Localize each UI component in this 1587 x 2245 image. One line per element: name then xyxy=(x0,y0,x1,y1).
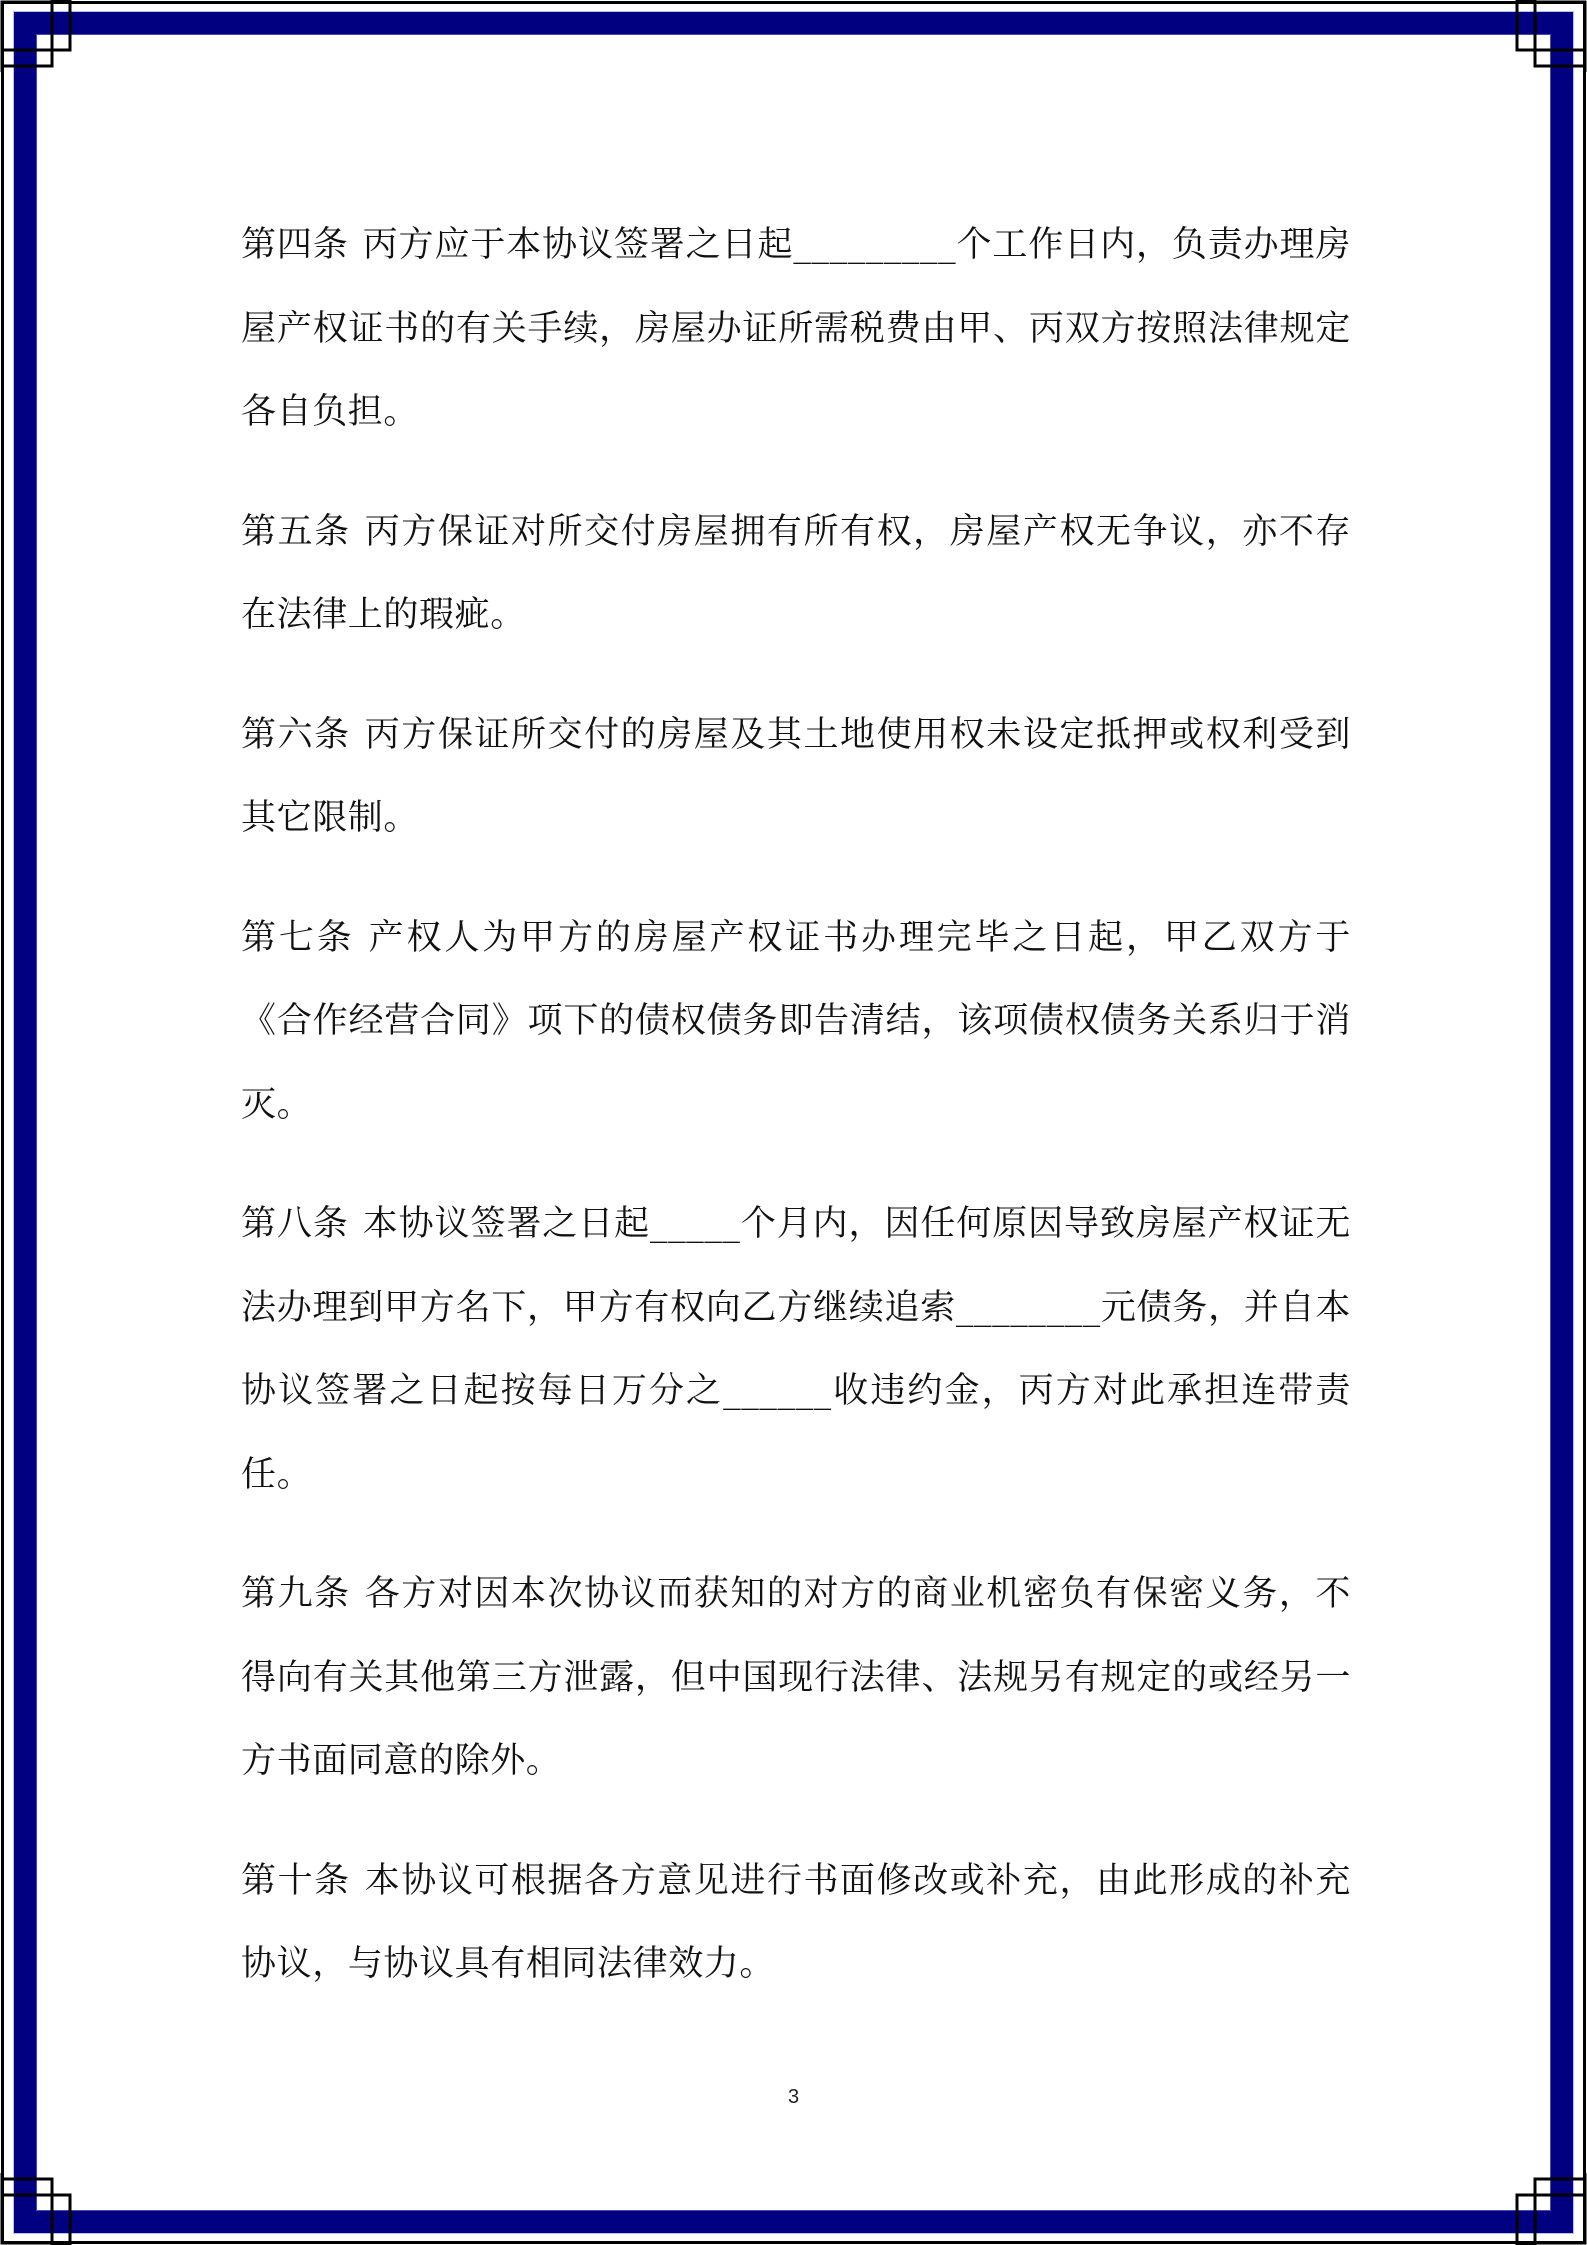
article-number: 第九条 xyxy=(241,1574,351,1614)
article-9 xyxy=(241,1553,1351,1804)
corner-ornament-top-right xyxy=(1515,0,1587,72)
article-number: 第五条 xyxy=(241,511,351,552)
article-number: 第七条 xyxy=(241,917,355,958)
article-number: 第六条 xyxy=(241,714,351,755)
article-text: 丙方应于本协议签署之日起_________个工作日内，负责办理房屋产权证书的有关手续，房屋办证所需税费由甲、丙双方按照法律规定各自负担。 xyxy=(241,225,1351,432)
corner-ornament-bottom-right xyxy=(1515,2173,1587,2245)
article-text: 本协议可根据各方意见进行书面修改或补充，由此形成的补充协议，与协议具有相同法律效力。 xyxy=(241,1860,1351,1984)
article-text: 产权人为甲方的房屋产权证书办理完毕之日起，甲乙双方于《合作经营合同》项下的债权债务即告清结，该项债权债务关系归于消灭。 xyxy=(241,917,1351,1125)
article-number: 第四条 xyxy=(241,225,349,265)
document-body xyxy=(241,204,1351,2043)
article-6 xyxy=(241,694,1351,861)
article-8 xyxy=(241,1183,1351,1517)
article-number: 第十条 xyxy=(241,1860,351,1901)
article-text: 丙方保证对所交付房屋拥有所有权，房屋产权无争议，亦不存在法律上的瑕疵。 xyxy=(241,511,1351,635)
article-number: 第八条 xyxy=(241,1204,349,1244)
corner-ornament-bottom-left xyxy=(0,2173,72,2245)
corner-ornament-top-left xyxy=(0,0,72,72)
page-number: 3 xyxy=(787,2086,800,2108)
article-4 xyxy=(241,204,1351,455)
article-text: 各方对因本次协议而获知的对方的商业机密负有保密义务，不得向有关其他第三方泄露，但中国现行法律、法规另有规定的或经另一方书面同意的除外。 xyxy=(241,1574,1351,1781)
article-text: 本协议签署之日起_____个月内，因任何原因导致房屋产权证无法办理到甲方名下，甲方有权向乙方继续追索________元债务，并自本协议签署之日起按每日万分之______收违约金，丙方对此承担连带责任。 xyxy=(241,1204,1351,1495)
article-5 xyxy=(241,491,1351,658)
article-7 xyxy=(241,897,1351,1148)
article-10 xyxy=(241,1840,1351,2007)
article-text: 丙方保证所交付的房屋及其土地使用权未设定抵押或权利受到其它限制。 xyxy=(241,714,1351,838)
